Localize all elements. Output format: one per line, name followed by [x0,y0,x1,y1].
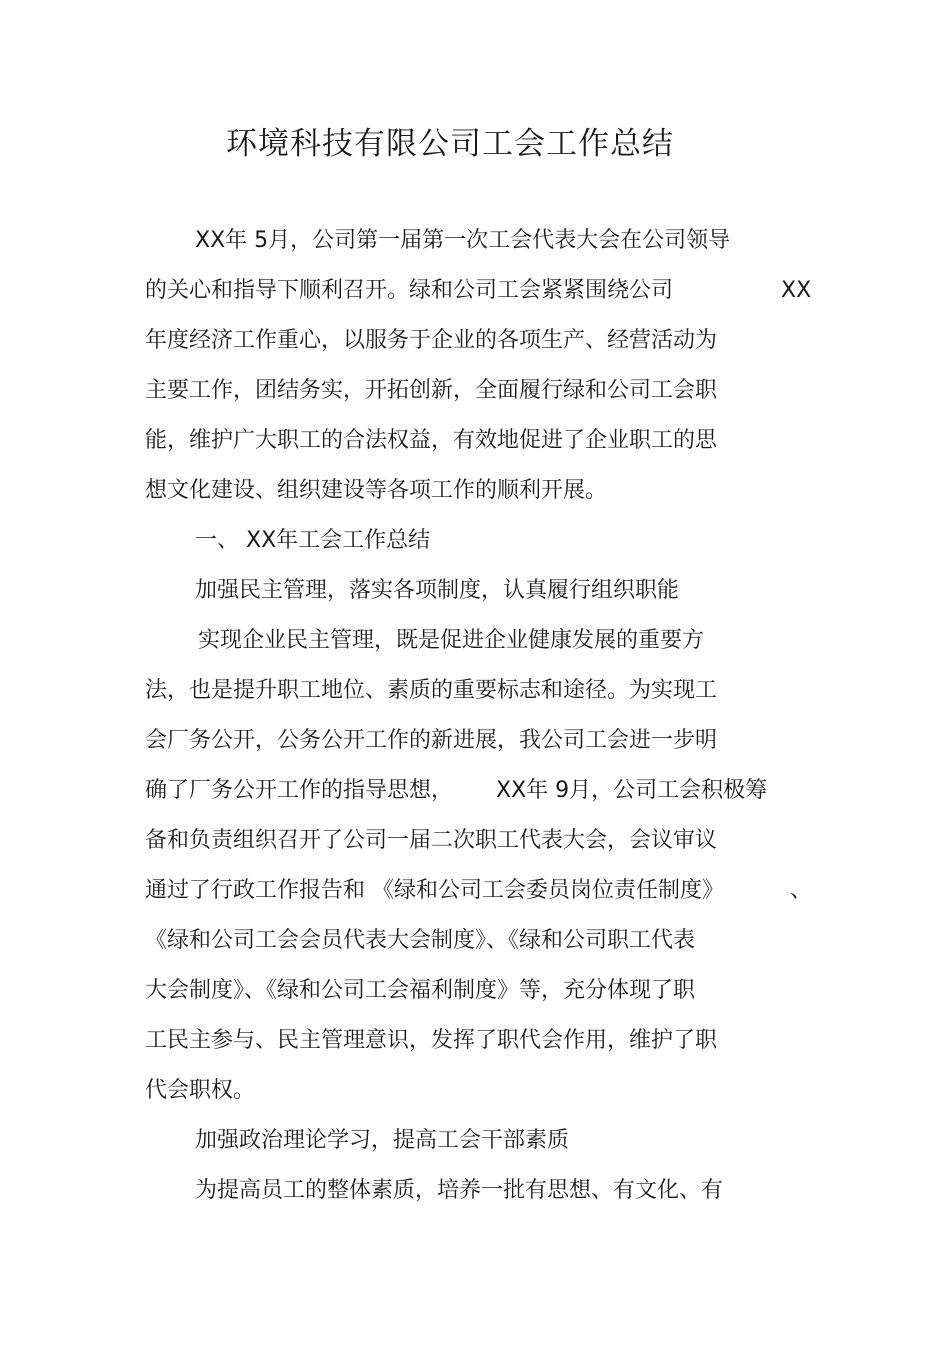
paragraph-line: 代会职权。 [145,1078,256,1103]
paragraph-line-tail: XX [781,278,812,303]
paragraph-line: 法，也是提升职工地位、素质的重要标志和途径。为实现工 [145,678,718,703]
subsection-heading: 加强政治理论学习，提高工会干部素质 [195,1128,570,1153]
section-heading: 一、 XX年工会工作总结 [195,528,431,553]
paragraph-line: 想文化建设、组织建设等各项工作的顺利开展。 [145,478,608,503]
paragraph-line: 会厂务公开，公务公开工作的新进展，我公司工会进一步明 [145,728,718,753]
paragraph-line-tail: XX年 9月，公司工会积极筹 [496,778,768,803]
paragraph-line: 年度经济工作重心，以服务于企业的各项生产、经营活动为 [145,328,718,353]
paragraph-line: 大会制度》、《绿和公司工会福利制度》等，充分体现了职 [145,978,696,1003]
paragraph-line: 工民主参与、民主管理意识，发挥了职代会作用，维护了职 [145,1028,718,1053]
paragraph-line-tail: 、 [790,878,813,903]
paragraph-line: 实现企业民主管理，既是促进企业健康发展的重要方 [198,628,705,653]
paragraph-line: 《绿和公司工会会员代表大会制度》、《绿和公司职工代表 [145,928,696,953]
paragraph-line: 主要工作，团结务实，开拓创新，全面履行绿和公司工会职 [145,378,718,403]
paragraph-line: 确了厂务公开工作的指导思想， [145,778,454,803]
paragraph-line: 能，维护广大职工的合法权益，有效地促进了企业职工的思 [145,428,718,453]
paragraph-line: 备和负责组织召开了公司一届二次职工代表大会，会议审议 [145,828,718,853]
paragraph-line: XX年 5月，公司第一届第一次工会代表大会在公司领导 [195,228,731,253]
paragraph-line: 为提高员工的整体素质，培养一批有思想、有文化、有 [195,1178,724,1203]
document-title: 环境科技有限公司工会工作总结 [226,126,674,162]
paragraph-line: 通过了行政工作报告和 《绿和公司工会委员岗位责任制度》 [145,878,724,903]
paragraph-line: 的关心和指导下顺利召开。绿和公司工会紧紧围绕公司 [145,278,674,303]
subsection-heading: 加强民主管理，落实各项制度，认真履行组织职能 [195,578,680,603]
